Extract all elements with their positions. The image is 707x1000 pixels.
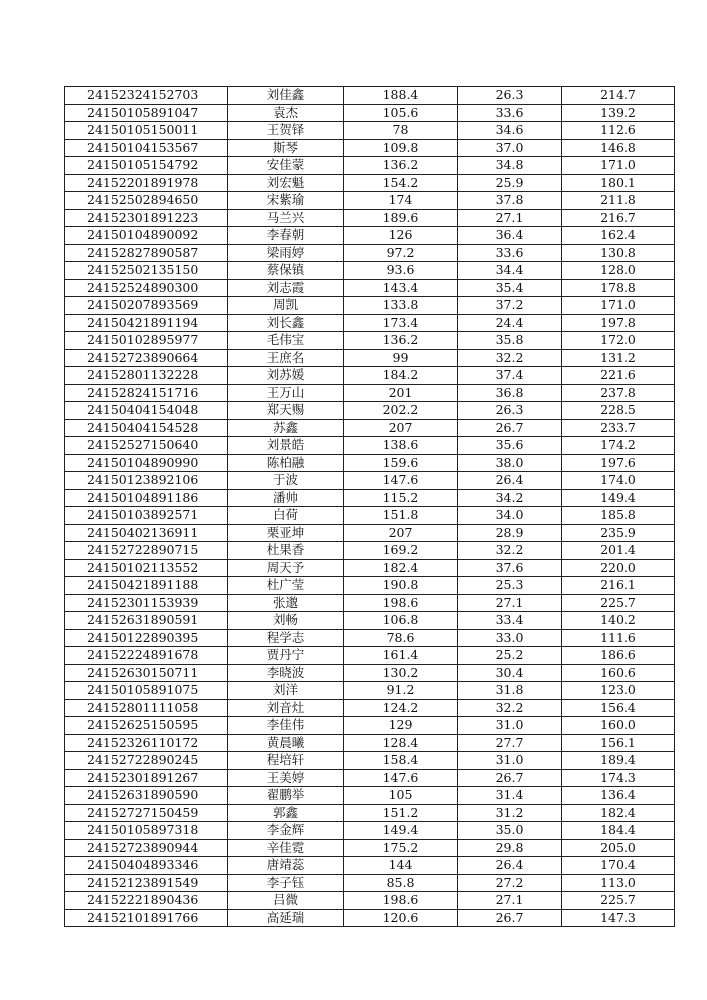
score-b-cell: 34.0 [458,507,562,525]
name-cell: 程培轩 [228,752,344,770]
name-cell: 程学志 [228,629,344,647]
score-a-cell: 158.4 [344,752,458,770]
name-cell: 陈柏融 [228,454,344,472]
name-cell: 高延瑞 [228,909,344,927]
name-cell: 刘畅 [228,612,344,630]
table-row [65,559,675,577]
score-a-cell: 147.6 [344,472,458,490]
name-cell: 于波 [228,472,344,490]
exam-id-cell: 24152722890715 [65,542,228,560]
table-row [65,157,675,175]
table-row [65,769,675,787]
score-a-cell: 198.6 [344,594,458,612]
table-row [65,594,675,612]
table-row [65,752,675,770]
score-b-cell: 26.4 [458,472,562,490]
name-cell: 王万山 [228,384,344,402]
exam-id-cell: 24150404154048 [65,402,228,420]
score-b-cell: 24.4 [458,314,562,332]
total-score-cell: 228.5 [562,402,675,420]
name-cell: 袁杰 [228,104,344,122]
score-sheet [64,86,675,927]
table-row [65,104,675,122]
exam-id-cell: 24150105154792 [65,157,228,175]
score-b-cell: 31.2 [458,804,562,822]
score-b-cell: 33.0 [458,629,562,647]
table-row [65,332,675,350]
table-row [65,454,675,472]
name-cell: 郑天赐 [228,402,344,420]
exam-id-cell: 24152224891678 [65,647,228,665]
name-cell: 刘苏媛 [228,367,344,385]
table-row [65,262,675,280]
total-score-cell: 171.0 [562,157,675,175]
score-b-cell: 31.0 [458,717,562,735]
score-b-cell: 33.6 [458,244,562,262]
score-a-cell: 184.2 [344,367,458,385]
name-cell: 马兰兴 [228,209,344,227]
name-cell: 张邈 [228,594,344,612]
table-row [65,244,675,262]
score-b-cell: 34.6 [458,122,562,140]
score-a-cell: 78 [344,122,458,140]
exam-id-cell: 24150104890092 [65,227,228,245]
table-row [65,839,675,857]
total-score-cell: 160.0 [562,717,675,735]
score-a-cell: 136.2 [344,157,458,175]
exam-id-cell: 24150103892571 [65,507,228,525]
name-cell: 刘长鑫 [228,314,344,332]
score-a-cell: 109.8 [344,139,458,157]
score-a-cell: 198.6 [344,892,458,910]
total-score-cell: 211.8 [562,192,675,210]
table-row [65,402,675,420]
exam-id-cell: 24152625150595 [65,717,228,735]
exam-id-cell: 24152827890587 [65,244,228,262]
exam-id-cell: 24150104891186 [65,489,228,507]
table-row [65,909,675,927]
name-cell: 刘宏魁 [228,174,344,192]
table-row [65,682,675,700]
score-b-cell: 32.2 [458,542,562,560]
table-row [65,297,675,315]
exam-id-cell: 24152502135150 [65,262,228,280]
total-score-cell: 235.9 [562,524,675,542]
score-b-cell: 26.7 [458,909,562,927]
score-b-cell: 37.4 [458,367,562,385]
table-row [65,542,675,560]
total-score-cell: 130.8 [562,244,675,262]
table-row [65,874,675,892]
table-row [65,279,675,297]
score-a-cell: 130.2 [344,664,458,682]
exam-id-cell: 24150105891075 [65,682,228,700]
table-row [65,122,675,140]
score-b-cell: 35.4 [458,279,562,297]
name-cell: 郭鑫 [228,804,344,822]
exam-id-cell: 24150104890990 [65,454,228,472]
name-cell: 李子钰 [228,874,344,892]
score-b-cell: 29.8 [458,839,562,857]
exam-id-cell: 24150421891188 [65,577,228,595]
score-a-cell: 188.4 [344,87,458,105]
exam-id-cell: 24152527150640 [65,437,228,455]
score-table [64,86,675,927]
name-cell: 李佳伟 [228,717,344,735]
total-score-cell: 156.1 [562,734,675,752]
score-a-cell: 174 [344,192,458,210]
score-a-cell: 190.8 [344,577,458,595]
score-a-cell: 154.2 [344,174,458,192]
exam-id-cell: 24152630150711 [65,664,228,682]
score-a-cell: 143.4 [344,279,458,297]
exam-id-cell: 24150402136911 [65,524,228,542]
total-score-cell: 113.0 [562,874,675,892]
name-cell: 刘佳鑫 [228,87,344,105]
score-a-cell: 85.8 [344,874,458,892]
exam-id-cell: 24150404893346 [65,857,228,875]
score-a-cell: 105 [344,787,458,805]
name-cell: 梁雨婷 [228,244,344,262]
exam-id-cell: 24152631890590 [65,787,228,805]
total-score-cell: 216.7 [562,209,675,227]
score-b-cell: 35.0 [458,822,562,840]
score-a-cell: 97.2 [344,244,458,262]
total-score-cell: 221.6 [562,367,675,385]
score-b-cell: 34.8 [458,157,562,175]
table-row [65,384,675,402]
table-row [65,472,675,490]
name-cell: 贾丹宁 [228,647,344,665]
score-b-cell: 31.8 [458,682,562,700]
score-a-cell: 147.6 [344,769,458,787]
score-a-cell: 189.6 [344,209,458,227]
total-score-cell: 131.2 [562,349,675,367]
name-cell: 杜果香 [228,542,344,560]
score-a-cell: 151.2 [344,804,458,822]
score-a-cell: 133.8 [344,297,458,315]
score-b-cell: 31.4 [458,787,562,805]
total-score-cell: 146.8 [562,139,675,157]
table-row [65,804,675,822]
score-a-cell: 91.2 [344,682,458,700]
table-row [65,419,675,437]
exam-id-cell: 24152524890300 [65,279,228,297]
name-cell: 唐靖蕊 [228,857,344,875]
exam-id-cell: 24150105891047 [65,104,228,122]
table-row [65,787,675,805]
exam-id-cell: 24150105897318 [65,822,228,840]
score-a-cell: 159.6 [344,454,458,472]
name-cell: 毛伟宝 [228,332,344,350]
table-row [65,367,675,385]
name-cell: 吕微 [228,892,344,910]
exam-id-cell: 24152727150459 [65,804,228,822]
exam-id-cell: 24152723890664 [65,349,228,367]
score-b-cell: 27.2 [458,874,562,892]
total-score-cell: 205.0 [562,839,675,857]
score-a-cell: 128.4 [344,734,458,752]
score-a-cell: 106.8 [344,612,458,630]
score-b-cell: 35.8 [458,332,562,350]
table-row [65,209,675,227]
table-row [65,87,675,105]
score-b-cell: 38.0 [458,454,562,472]
score-b-cell: 26.4 [458,857,562,875]
name-cell: 宋紫瑜 [228,192,344,210]
name-cell: 周凯 [228,297,344,315]
exam-id-cell: 24152824151716 [65,384,228,402]
exam-id-cell: 24152723890944 [65,839,228,857]
total-score-cell: 189.4 [562,752,675,770]
score-b-cell: 27.1 [458,892,562,910]
score-a-cell: 138.6 [344,437,458,455]
total-score-cell: 149.4 [562,489,675,507]
score-a-cell: 124.2 [344,699,458,717]
table-row [65,822,675,840]
total-score-cell: 162.4 [562,227,675,245]
total-score-cell: 123.0 [562,682,675,700]
name-cell: 李晓波 [228,664,344,682]
score-a-cell: 182.4 [344,559,458,577]
table-row [65,717,675,735]
exam-id-cell: 24152201891978 [65,174,228,192]
score-a-cell: 207 [344,419,458,437]
total-score-cell: 172.0 [562,332,675,350]
name-cell: 蔡保镇 [228,262,344,280]
total-score-cell: 182.4 [562,804,675,822]
name-cell: 黄晨曦 [228,734,344,752]
exam-id-cell: 24150122890395 [65,629,228,647]
total-score-cell: 180.1 [562,174,675,192]
table-row [65,629,675,647]
total-score-cell: 186.6 [562,647,675,665]
score-a-cell: 120.6 [344,909,458,927]
total-score-cell: 214.7 [562,87,675,105]
table-row [65,524,675,542]
name-cell: 王美婷 [228,769,344,787]
score-b-cell: 26.7 [458,419,562,437]
total-score-cell: 197.6 [562,454,675,472]
score-a-cell: 169.2 [344,542,458,560]
exam-id-cell: 24152801132228 [65,367,228,385]
table-row [65,507,675,525]
exam-id-cell: 24152801111058 [65,699,228,717]
exam-id-cell: 24150207893569 [65,297,228,315]
name-cell: 潘帅 [228,489,344,507]
total-score-cell: 220.0 [562,559,675,577]
table-row [65,192,675,210]
name-cell: 苏鑫 [228,419,344,437]
exam-id-cell: 24150404154528 [65,419,228,437]
total-score-cell: 170.4 [562,857,675,875]
total-score-cell: 201.4 [562,542,675,560]
score-b-cell: 25.2 [458,647,562,665]
score-b-cell: 27.7 [458,734,562,752]
exam-id-cell: 24152502894650 [65,192,228,210]
score-a-cell: 126 [344,227,458,245]
score-b-cell: 27.1 [458,209,562,227]
name-cell: 辛佳霓 [228,839,344,857]
score-b-cell: 35.6 [458,437,562,455]
score-b-cell: 32.2 [458,349,562,367]
score-b-cell: 37.6 [458,559,562,577]
score-a-cell: 136.2 [344,332,458,350]
table-row [65,612,675,630]
name-cell: 周天予 [228,559,344,577]
exam-id-cell: 24152722890245 [65,752,228,770]
score-a-cell: 105.6 [344,104,458,122]
total-score-cell: 147.3 [562,909,675,927]
score-b-cell: 31.0 [458,752,562,770]
table-row [65,489,675,507]
exam-id-cell: 24150102113552 [65,559,228,577]
score-a-cell: 115.2 [344,489,458,507]
name-cell: 杜广莹 [228,577,344,595]
table-row [65,892,675,910]
exam-id-cell: 24152101891766 [65,909,228,927]
name-cell: 白荷 [228,507,344,525]
name-cell: 安佳蒙 [228,157,344,175]
score-b-cell: 28.9 [458,524,562,542]
total-score-cell: 185.8 [562,507,675,525]
total-score-cell: 233.7 [562,419,675,437]
total-score-cell: 225.7 [562,892,675,910]
exam-id-cell: 24152301891223 [65,209,228,227]
name-cell: 斯琴 [228,139,344,157]
name-cell: 栗亚坤 [228,524,344,542]
table-row [65,734,675,752]
exam-id-cell: 24152631890591 [65,612,228,630]
name-cell: 李春朝 [228,227,344,245]
score-a-cell: 202.2 [344,402,458,420]
total-score-cell: 216.1 [562,577,675,595]
total-score-cell: 112.6 [562,122,675,140]
score-a-cell: 175.2 [344,839,458,857]
total-score-cell: 156.4 [562,699,675,717]
table-row [65,647,675,665]
exam-id-cell: 24152301153939 [65,594,228,612]
score-table-body [65,87,675,927]
score-a-cell: 161.4 [344,647,458,665]
table-row [65,437,675,455]
total-score-cell: 184.4 [562,822,675,840]
score-b-cell: 37.0 [458,139,562,157]
table-row [65,227,675,245]
score-b-cell: 27.1 [458,594,562,612]
table-row [65,577,675,595]
exam-id-cell: 24152123891549 [65,874,228,892]
name-cell: 翟鹏举 [228,787,344,805]
total-score-cell: 111.6 [562,629,675,647]
score-a-cell: 151.8 [344,507,458,525]
score-b-cell: 36.4 [458,227,562,245]
exam-id-cell: 24150104153567 [65,139,228,157]
score-a-cell: 99 [344,349,458,367]
score-b-cell: 36.8 [458,384,562,402]
score-a-cell: 93.6 [344,262,458,280]
score-b-cell: 26.3 [458,402,562,420]
total-score-cell: 174.2 [562,437,675,455]
total-score-cell: 136.4 [562,787,675,805]
table-row [65,664,675,682]
table-row [65,699,675,717]
score-b-cell: 25.9 [458,174,562,192]
score-b-cell: 33.4 [458,612,562,630]
score-a-cell: 78.6 [344,629,458,647]
name-cell: 刘景皓 [228,437,344,455]
exam-id-cell: 24150123892106 [65,472,228,490]
total-score-cell: 160.6 [562,664,675,682]
total-score-cell: 178.8 [562,279,675,297]
score-b-cell: 25.3 [458,577,562,595]
score-b-cell: 34.4 [458,262,562,280]
total-score-cell: 174.0 [562,472,675,490]
score-b-cell: 37.8 [458,192,562,210]
exam-id-cell: 24152324152703 [65,87,228,105]
table-row [65,349,675,367]
total-score-cell: 139.2 [562,104,675,122]
exam-id-cell: 24150421891194 [65,314,228,332]
name-cell: 李金辉 [228,822,344,840]
table-row [65,174,675,192]
table-row [65,857,675,875]
score-b-cell: 30.4 [458,664,562,682]
score-a-cell: 207 [344,524,458,542]
score-b-cell: 26.3 [458,87,562,105]
score-a-cell: 144 [344,857,458,875]
score-a-cell: 201 [344,384,458,402]
score-b-cell: 37.2 [458,297,562,315]
table-row [65,314,675,332]
total-score-cell: 171.0 [562,297,675,315]
name-cell: 刘洋 [228,682,344,700]
total-score-cell: 128.0 [562,262,675,280]
name-cell: 王庶名 [228,349,344,367]
table-row [65,139,675,157]
name-cell: 刘志霞 [228,279,344,297]
exam-id-cell: 24150105150011 [65,122,228,140]
total-score-cell: 140.2 [562,612,675,630]
total-score-cell: 197.8 [562,314,675,332]
score-b-cell: 32.2 [458,699,562,717]
exam-id-cell: 24152221890436 [65,892,228,910]
total-score-cell: 237.8 [562,384,675,402]
score-b-cell: 26.7 [458,769,562,787]
score-a-cell: 149.4 [344,822,458,840]
name-cell: 王贺铎 [228,122,344,140]
exam-id-cell: 24152301891267 [65,769,228,787]
score-b-cell: 34.2 [458,489,562,507]
total-score-cell: 174.3 [562,769,675,787]
name-cell: 刘音灶 [228,699,344,717]
score-a-cell: 129 [344,717,458,735]
exam-id-cell: 24150102895977 [65,332,228,350]
score-b-cell: 33.6 [458,104,562,122]
score-a-cell: 173.4 [344,314,458,332]
exam-id-cell: 24152326110172 [65,734,228,752]
total-score-cell: 225.7 [562,594,675,612]
